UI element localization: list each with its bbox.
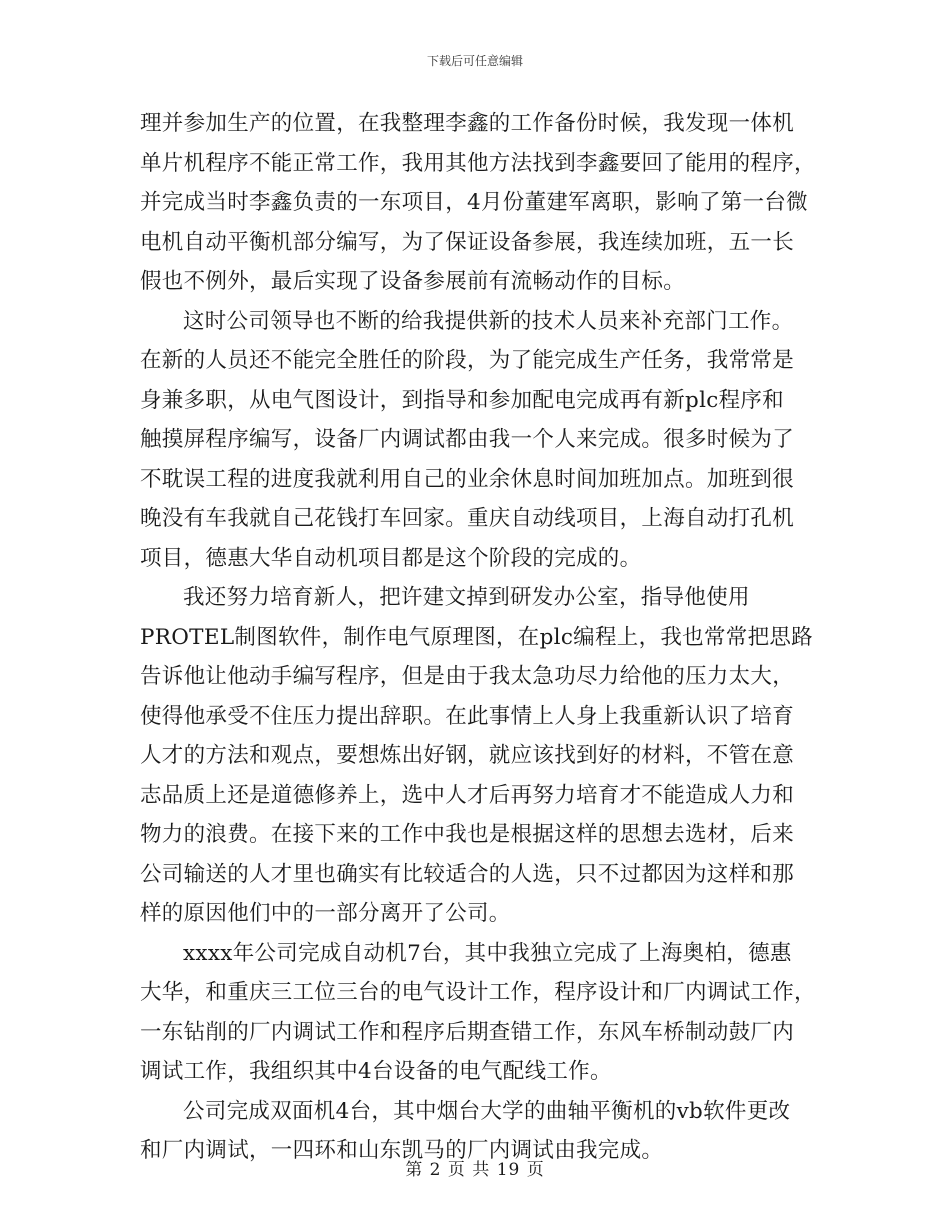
paragraph-first-line: 我还努力培育新人，把许建文掉到研发办公室，指导他使用: [183, 585, 750, 610]
text-line: 公司输送的人才里也确实有比较适合的人选，只不过都因为这样和那: [140, 861, 795, 887]
text-line: 理并参加生产的位置，在我整理李鑫的工作备份时候，我发现一体机: [140, 111, 795, 136]
page-header: 下载后可任意编辑: [426, 54, 523, 68]
document-body: [140, 104, 816, 1171]
text-line: 使得他承受不住压力提出辞职。在此事情上人身上我重新认识了培育: [140, 703, 795, 729]
text-line: 电机自动平衡机部分编写，为了保证设备参展，我连续加班，五一长: [140, 229, 795, 255]
text-line: 大华，和重庆三工位三台的电气设计工作，程序设计和厂内调试工作，: [140, 980, 816, 1005]
text-line: 项目，德惠大华自动机项目都是这个阶段的完成的。: [140, 545, 642, 571]
text-line: 志品质上还是道德修养上，选中人才后再努力培育才不能造成人力和: [140, 782, 795, 808]
text-line: PROTEL制图软件，制作电气原理图，在plc编程上，我也常常把思路: [140, 624, 813, 650]
paragraph-first-line: xxxx年公司完成自动机7台，其中我独立完成了上海奥柏，德惠: [183, 940, 792, 966]
text-line: 在新的人员还不能完全胜任的阶段，为了能完成生产任务，我常常是: [140, 348, 795, 373]
text-line: 物力的浪费。在接下来的工作中我也是根据这样的思想去选材，后来: [140, 822, 795, 847]
text-line: 单片机程序不能正常工作，我用其他方法找到李鑫要回了能用的程序，: [140, 150, 816, 176]
page-number-footer: 第 2 页 共 19 页: [405, 1160, 545, 1180]
text-line: 并完成当时李鑫负责的一东项目，4月份董建军离职，影响了第一台微: [140, 190, 808, 215]
text-line: 调试工作，我组织其中4台设备的电气配线工作。: [140, 1059, 612, 1084]
text-line: 晚没有车我就自己花钱打车回家。重庆自动线项目，上海自动打孔机: [140, 506, 795, 531]
text-line: 假也不例外，最后实现了设备参展前有流畅动作的目标。: [140, 269, 686, 294]
text-line: 样的原因他们中的一部分离开了公司。: [140, 901, 511, 926]
text-line: 不耽误工程的进度我就利用自己的业余休息时间加班加点。加班到很: [140, 466, 795, 492]
text-line: 人才的方法和观点，要想炼出好钢，就应该找到好的材料，不管在意: [140, 743, 795, 768]
text-line: 触摸屏程序编写，设备厂内调试都由我一个人来完成。很多时候为了: [140, 427, 795, 452]
text-line: 身兼多职，从电气图设计，到指导和参加配电完成再有新plc程序和: [140, 387, 784, 413]
paragraph-first-line: 这时公司领导也不断的给我提供新的技术人员来补充部门工作。: [183, 308, 794, 334]
paragraph-first-line: 公司完成双面机4台，其中烟台大学的曲轴平衡机的vb软件更改: [183, 1098, 791, 1124]
text-line: 和厂内调试，一四环和山东凯马的厂内调试由我完成。: [140, 1138, 664, 1163]
text-line: 一东钻削的厂内调试工作和程序后期查错工作，东风车桥制动鼓厂内: [140, 1019, 795, 1045]
text-line: 告诉他让他动手编写程序，但是由于我太急功尽力给他的压力太大，: [140, 664, 795, 689]
